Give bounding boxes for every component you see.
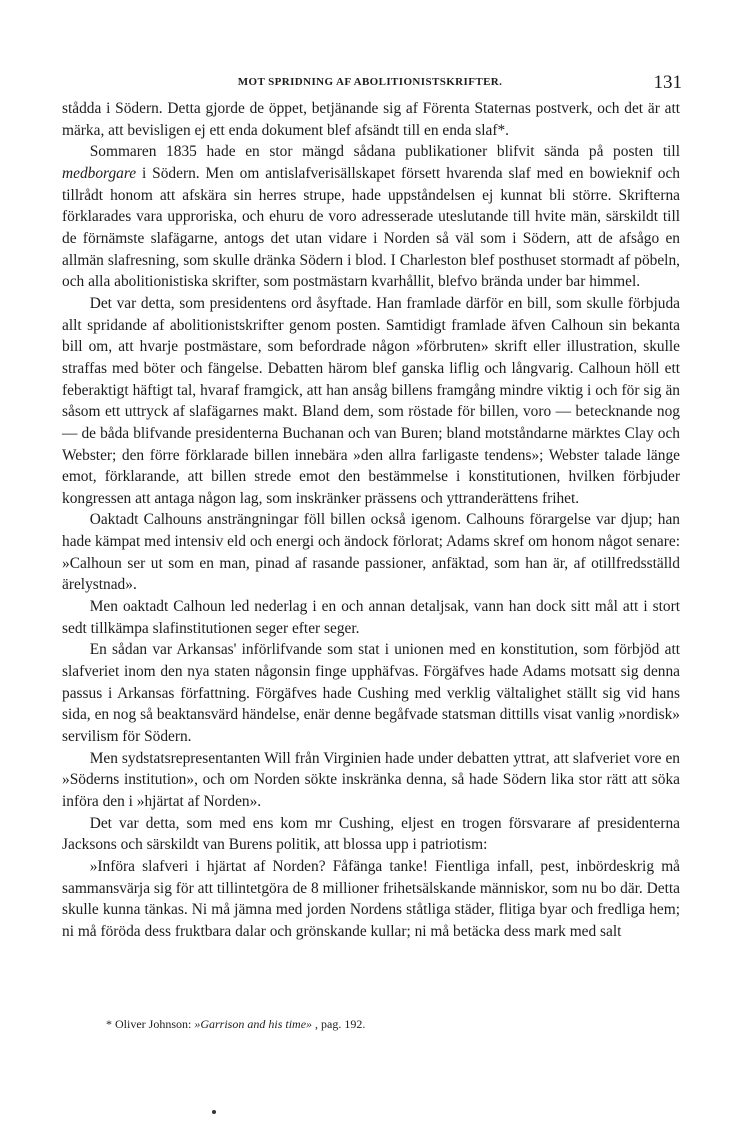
paragraph-text: Det var detta, som presidentens ord åsyftade. Han framlade därför en bill, som skulle förbjuda allt spridande af abolitionistskrifter genom posten. Samtidigt framlade äfven Calhoun sin bekanta bill om, att hvarje postmästare, som befordrade någon »förbruten» skrift eller illustration, skulle straffas med böter och fängelse. Debatten härom blef ganska liflig och långvarig. Calhoun höll ett feberaktigt häftigt tal, hvaraf framgick, att han ansåg billens framgång mindre viktig i och för sig än såsom ett uttryck af slafägarnes makt. Bland dem, som röstade för billen, voro — betecknande nog — de båda blifvande presidenterna Buchanan och van Buren; bland motståndarne märktes Clay och Webster; den förre förklarade billen innebära »den allra farligaste tendens»; Webster talade länge emot, förklarande, att billen strede emot den bestämmelse i konstitutionen, hvilken förbjuder kongressen att antaga någon lag, som inskränker prässens och yttranderättens frihet. [62, 294, 680, 507]
footnote-author: Oliver Johnson: [115, 1017, 195, 1031]
paragraph [62, 596, 680, 639]
footnote-title: »Garrison and his time» [194, 1017, 313, 1031]
paragraph [62, 856, 680, 943]
print-speck [212, 1110, 216, 1114]
footnote-marker: * [106, 1017, 112, 1031]
paragraph [62, 141, 680, 293]
paragraph [62, 293, 680, 510]
running-title: MOT SPRIDNING AF ABOLITIONISTSKRIFTER. [237, 76, 503, 88]
paragraph-text: Oaktadt Calhouns ansträngningar föll billen också igenom. Calhouns förargelse var djup; han hade kämpat med intensiv eld och energi och ändock förlorat; Adams skref om honom något senare: »Calhoun ser ut som en man, pinad af rasande passioner, anfäktad, som han är, af otillfredsställd ärelystnad». [62, 511, 680, 594]
paragraph-text: »Införa slafveri i hjärtat af Norden? Fåfänga tanke! Fientliga infall, pest, inbördeskrig må sammansvärja sig för att tillintetgöra de 8 millioner frihetsälskande människor, som nu bo där. Detta skulle kunna tänkas. Ni må jämna med jorden Nordens ståtliga städer, flitiga byar och fredliga hem; ni må föröda dess fruktbara dalar och grönskande kullar; ni må betäcka dess mark med salt [62, 857, 680, 940]
footnote [106, 1016, 680, 1032]
paragraph [62, 748, 680, 813]
paragraph-text: Men sydstatsrepresentanten Will från Virginien hade under debatten yttrat, att slafveriet vore en »Söderns institution», och om Norden sökte inskränka denna, så hade Södern lika stor rätt att söka införa den i »hjärtat af Norden». [62, 749, 680, 810]
paragraph-text: Sommaren 1835 hade en stor mängd sådana publikationer blifvit sända på posten till [89, 143, 680, 161]
paragraph [62, 813, 680, 856]
paragraph [62, 639, 680, 747]
paragraph-text: Det var detta, som med ens kom mr Cushing, eljest en trogen försvarare af presidenterna Jacksons och särskildt van Burens politik, att blossa upp i patriotism: [62, 814, 680, 854]
emphasis-text: medborgare [62, 164, 137, 182]
paragraph [62, 509, 680, 596]
body-text [62, 98, 680, 943]
paragraph [62, 98, 680, 141]
footnote-pages: , pag. 192. [315, 1017, 366, 1031]
paragraph-text: Men oaktadt Calhoun led nederlag i en och annan detaljsak, vann han dock sitt mål att i stort sedt tillkämpa slafinstitutionen seger efter seger. [62, 598, 680, 637]
paragraph-text: stådda i Södern. Detta gjorde de öppet, betjänande sig af Förenta Staternas postverk, och det är att märka, att bevisligen ej ett enda dokument blef afsändt till en enda slaf*. [62, 100, 680, 139]
paragraph-text: En sådan var Arkansas' införlifvande som stat i unionen med en konstitution, som förbjöd att slafveriet inom den nya staten någonsin finge upphäfvas. Förgäfves hade Adams motsatt sig denna passus i Arkansas författning. Förgäfves hade Cushing med verklig vältalighet ställt sig vid hans sida, en nog så beaktansvärd händelse, enär denne begåfvade statsman dittills visat vanlig »nordisk» servilism för Södern. [62, 641, 680, 746]
page-number: 131 [653, 72, 682, 93]
page-header [60, 72, 680, 94]
paragraph-text: i Södern. Men om antislafverisällskapet försett hvarenda slaf med en bowieknif och tillrådt honom att afskära sin herres strupe, hade uppståndelsen ej kunnat bli större. Skrifterna förklarades vara upproriska, och ehuru de voro adresserade uteslutande till hvite män, särskildt till de förnämste slafägarne, antogs det utan vidare i Norden så väl som i Södern, att de afsågo en allmän slafresning, som skulle dränka Södern i blod. I Charleston blef posthuset stormadt af pöbeln, och alla abolitionistiska skrifter, som postmästarn kvarhållit, blefvo brända under bar himmel. [62, 164, 680, 291]
